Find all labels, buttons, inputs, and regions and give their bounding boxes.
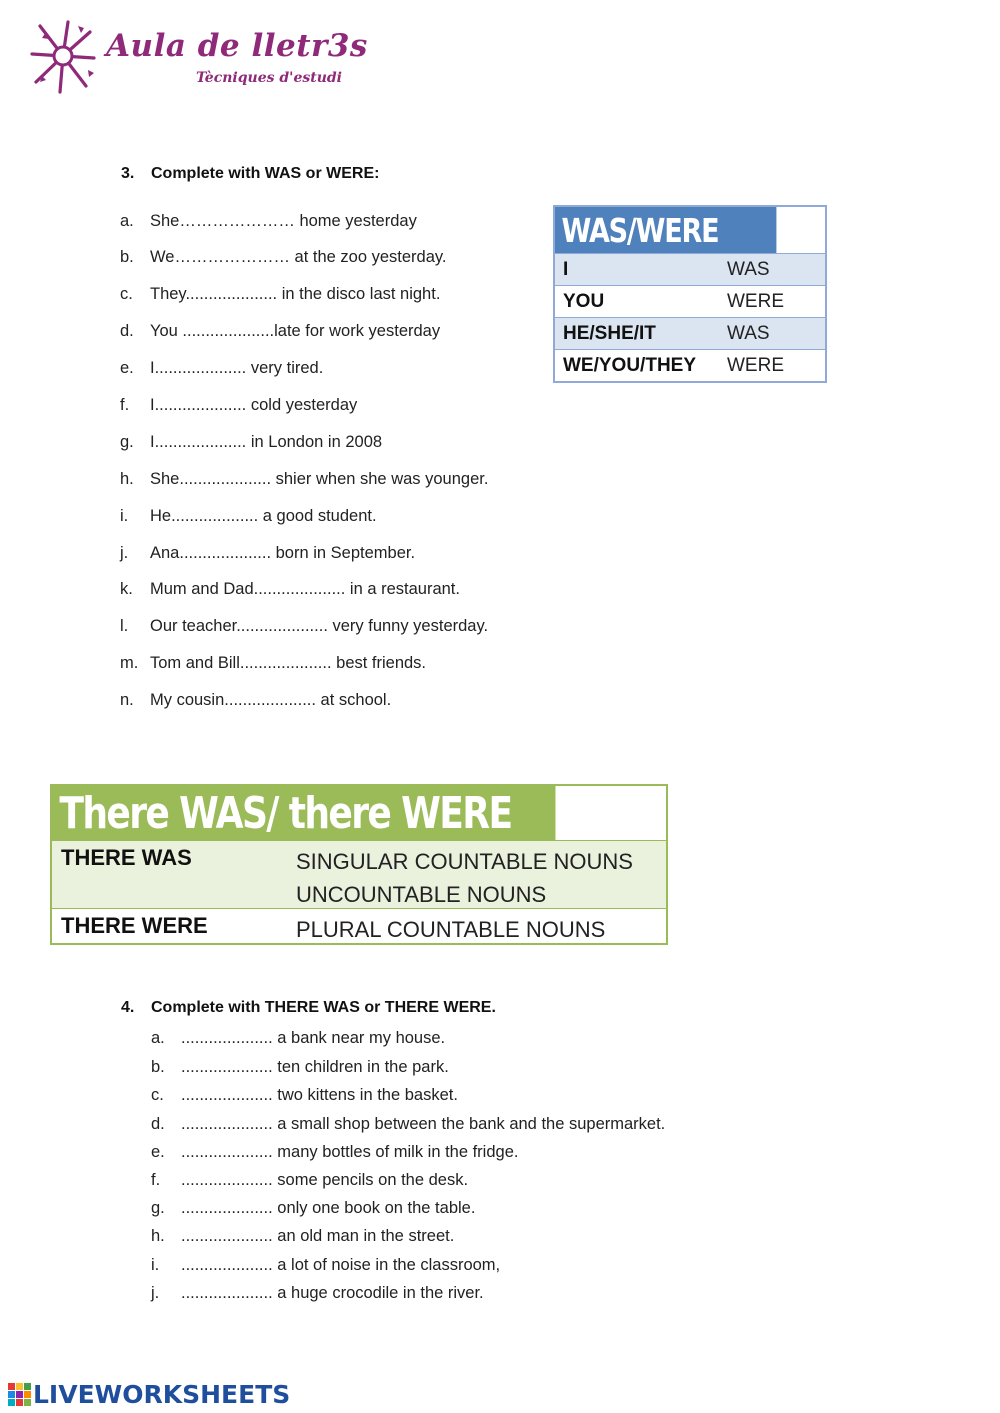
item-letter: m. [120, 654, 139, 672]
exercise-3-item [120, 210, 417, 232]
exercise-4-title: Complete with THERE WAS or THERE WERE. [151, 999, 496, 1016]
exercise-3-item [120, 394, 357, 416]
verb-cell: WERE [727, 291, 784, 312]
was-were-table [553, 205, 827, 383]
item-letter: n. [120, 691, 134, 709]
item-text: He................... a good student. [150, 507, 377, 525]
item-letter: i. [151, 1256, 160, 1274]
item-text: She………………… home yesterday [150, 212, 417, 230]
item-text: .................... a huge crocodile in the river. [181, 1284, 484, 1302]
exercise-4-item [151, 1282, 484, 1304]
verb-cell: WAS [727, 259, 770, 280]
item-text: Tom and Bill.................... best friends. [150, 654, 427, 672]
item-text: .................... only one book on the table. [181, 1199, 476, 1217]
item-letter: h. [120, 470, 134, 488]
item-text: Ana.................... born in September. [150, 544, 416, 562]
item-text: .................... two kittens in the basket. [181, 1086, 458, 1104]
item-letter: e. [151, 1143, 165, 1161]
exercise-3-item [120, 320, 440, 342]
exercise-4-item [151, 1197, 475, 1219]
exercise-3-item [120, 431, 382, 453]
item-text: .................... an old man in the street. [181, 1227, 455, 1245]
item-text: .................... a lot of noise in the classroom, [181, 1256, 501, 1274]
exercise-4-item [151, 1113, 665, 1135]
row-label: THERE WERE [61, 913, 208, 938]
item-letter: d. [151, 1115, 165, 1133]
item-text: My cousin.................... at school. [150, 691, 392, 709]
exercise-3-heading [121, 165, 379, 183]
was-were-table-header: WAS/WERE [555, 207, 776, 253]
liveworksheets-brand[interactable] [8, 1380, 290, 1408]
description-line: PLURAL COUNTABLE NOUNS [296, 917, 606, 942]
row-description [296, 841, 666, 911]
pronoun-cell: I [563, 259, 569, 280]
item-letter: a. [120, 212, 134, 230]
item-text: .................... ten children in the park. [181, 1058, 449, 1076]
exercise-3-item [120, 505, 377, 527]
item-text: I.................... very tired. [150, 359, 324, 377]
item-letter: h. [151, 1227, 165, 1245]
exercise-3-number: 3. [121, 165, 135, 182]
description-line: SINGULAR COUNTABLE NOUNS [296, 849, 633, 874]
exercise-4-item [151, 1225, 454, 1247]
item-letter: b. [120, 248, 134, 266]
there-table-header: There WAS/ there WERE [52, 786, 555, 840]
exercise-4-item [151, 1056, 449, 1078]
verb-cell: WERE [727, 355, 784, 376]
exercise-3-item [120, 615, 488, 637]
item-letter: f. [151, 1171, 161, 1189]
exercise-3-item [120, 652, 426, 674]
exercise-4-number: 4. [121, 999, 135, 1016]
brand-name: LIVEWORKSHEETS [33, 1380, 291, 1409]
item-letter: l. [120, 617, 129, 635]
item-letter: b. [151, 1058, 165, 1076]
logo-emblem-icon [30, 18, 96, 94]
item-text: I.................... in London in 2008 [150, 433, 383, 451]
exercise-4-item [151, 1254, 500, 1276]
item-text: I.................... cold yesterday [150, 396, 358, 414]
row-label: THERE WAS [61, 845, 192, 870]
row-description [296, 909, 666, 946]
item-letter: c. [120, 285, 133, 303]
item-text: She.................... shier when she was younger. [150, 470, 489, 488]
pronoun-cell: HE/SHE/IT [563, 323, 656, 344]
table-row [555, 285, 825, 317]
item-letter: g. [151, 1199, 165, 1217]
exercise-4-item [151, 1084, 458, 1106]
table-row [52, 840, 666, 908]
exercise-4-item [151, 1027, 445, 1049]
item-letter: f. [120, 396, 130, 414]
table-row [555, 317, 825, 349]
item-letter: j. [151, 1284, 160, 1302]
logo-title: Aula de lletr3s [106, 28, 368, 64]
exercise-3-item [120, 357, 323, 379]
item-letter: j. [120, 544, 129, 562]
description-line: UNCOUNTABLE NOUNS [296, 882, 547, 907]
item-letter: c. [151, 1086, 164, 1104]
exercise-3-item [120, 542, 415, 564]
item-text: .................... a small shop between the bank and the supermarket. [181, 1115, 666, 1133]
table-row [555, 349, 825, 381]
brand-blocks-icon [8, 1383, 32, 1407]
exercise-4-item [151, 1141, 518, 1163]
item-text: .................... some pencils on the desk. [181, 1171, 469, 1189]
table-row [555, 253, 825, 285]
exercise-3-item [120, 578, 460, 600]
item-letter: i. [120, 507, 129, 525]
exercise-3-item [120, 468, 488, 490]
item-letter: g. [120, 433, 134, 451]
item-letter: d. [120, 322, 134, 340]
verb-cell: WAS [727, 323, 770, 344]
there-was-were-table [50, 784, 668, 945]
pronoun-cell: YOU [563, 291, 605, 312]
item-letter: a. [151, 1029, 165, 1047]
pronoun-cell: WE/YOU/THEY [563, 355, 697, 376]
item-text: .................... many bottles of milk in the fridge. [181, 1143, 519, 1161]
item-text: Our teacher.................... very funny yesterday. [150, 617, 489, 635]
logo-subtitle: Tècniques d'estudi [196, 70, 342, 86]
exercise-4-item [151, 1169, 468, 1191]
exercise-4-heading [121, 999, 496, 1017]
exercise-3-item [120, 246, 446, 268]
exercise-3-item [120, 283, 440, 305]
item-text: You ....................late for work yesterday [150, 322, 441, 340]
item-letter: k. [120, 580, 133, 598]
exercise-3-title: Complete with WAS or WERE: [151, 165, 380, 182]
table-row [52, 908, 666, 943]
item-text: .................... a bank near my house. [181, 1029, 446, 1047]
item-text: We………………… at the zoo yesterday. [150, 248, 447, 266]
exercise-3-item [120, 689, 391, 711]
item-text: They.................... in the disco last night. [150, 285, 441, 303]
item-letter: e. [120, 359, 134, 377]
item-text: Mum and Dad.................... in a restaurant. [150, 580, 460, 598]
